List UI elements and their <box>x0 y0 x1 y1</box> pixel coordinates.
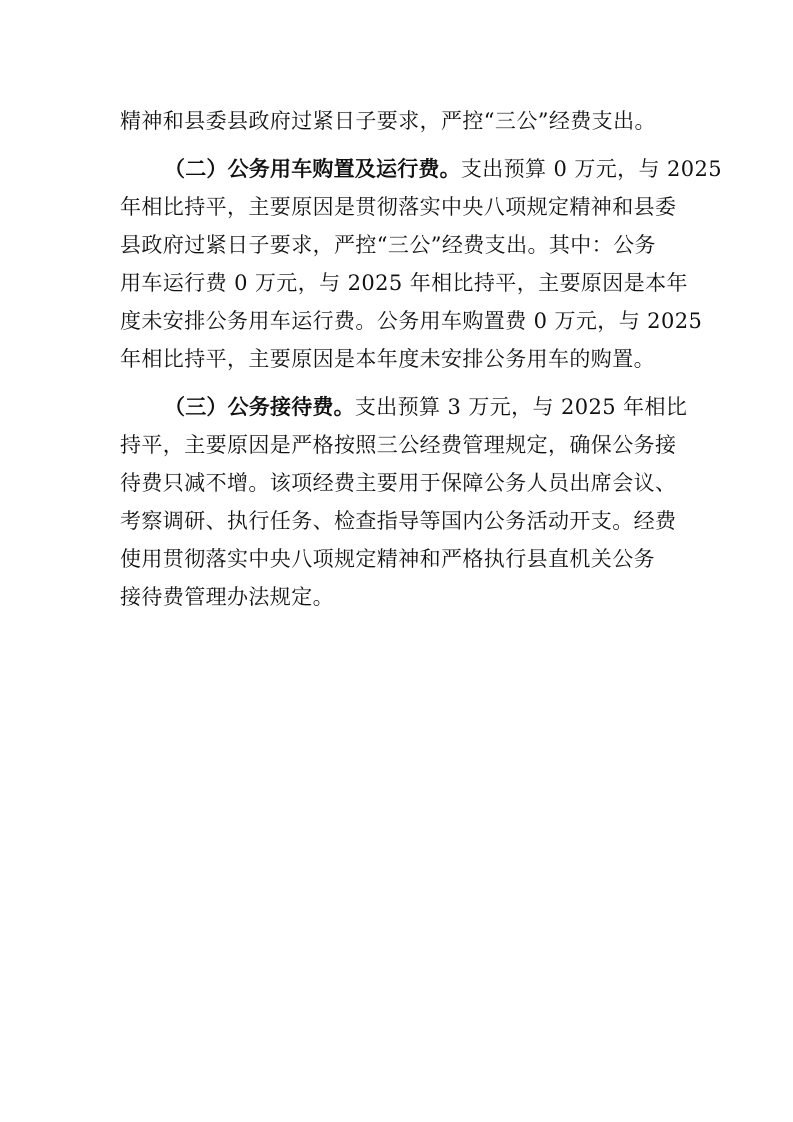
paragraph-3-line-6: 接待费管理办法规定。 <box>120 585 334 609</box>
paragraph-1-line-1: 精神和县委县政府过紧日子要求，严控“三公”经费支出。 <box>120 109 656 133</box>
paragraph-2-line-6: 年相比持平，主要原因是本年度未安排公务用车的购置。 <box>120 347 655 371</box>
paragraph-3-line-1 <box>164 393 688 422</box>
paragraph-2-line-4: 用车运行费 0 万元，与 2025 年相比持平，主要原因是本年 <box>120 271 688 295</box>
paragraph-3-line-4: 考察调研、执行任务、检查指导等国内公务活动开支。经费 <box>120 509 677 533</box>
paragraph-2-line-2: 年相比持平，主要原因是贯彻落实中央八项规定精神和县委 <box>120 195 677 219</box>
paragraph-3-line-2: 持平，主要原因是严格按照三公经费管理规定，确保公务接 <box>120 433 677 457</box>
paragraph-2-line-1 <box>164 155 723 184</box>
section-3-heading: （三）公务接待费。 <box>164 395 355 419</box>
section-2-heading: （二）公务用车购置及运行费。 <box>164 157 461 181</box>
paragraph-3-line-1-text: 支出预算 3 万元，与 2025 年相比 <box>354 395 688 419</box>
paragraph-2-line-1-text: 支出预算 0 万元，与 2025 <box>460 157 723 181</box>
paragraph-3-line-3: 待费只减不增。该项经费主要用于保障公务人员出席会议、 <box>120 471 677 495</box>
paragraph-2-line-5: 度未安排公务用车运行费。公务用车购置费 0 万元，与 2025 <box>120 309 703 333</box>
paragraph-3-line-5: 使用贯彻落实中央八项规定精神和严格执行县直机关公务 <box>120 547 655 571</box>
paragraph-2-line-3: 县政府过紧日子要求，严控“三公”经费支出。其中：公务 <box>120 233 656 257</box>
